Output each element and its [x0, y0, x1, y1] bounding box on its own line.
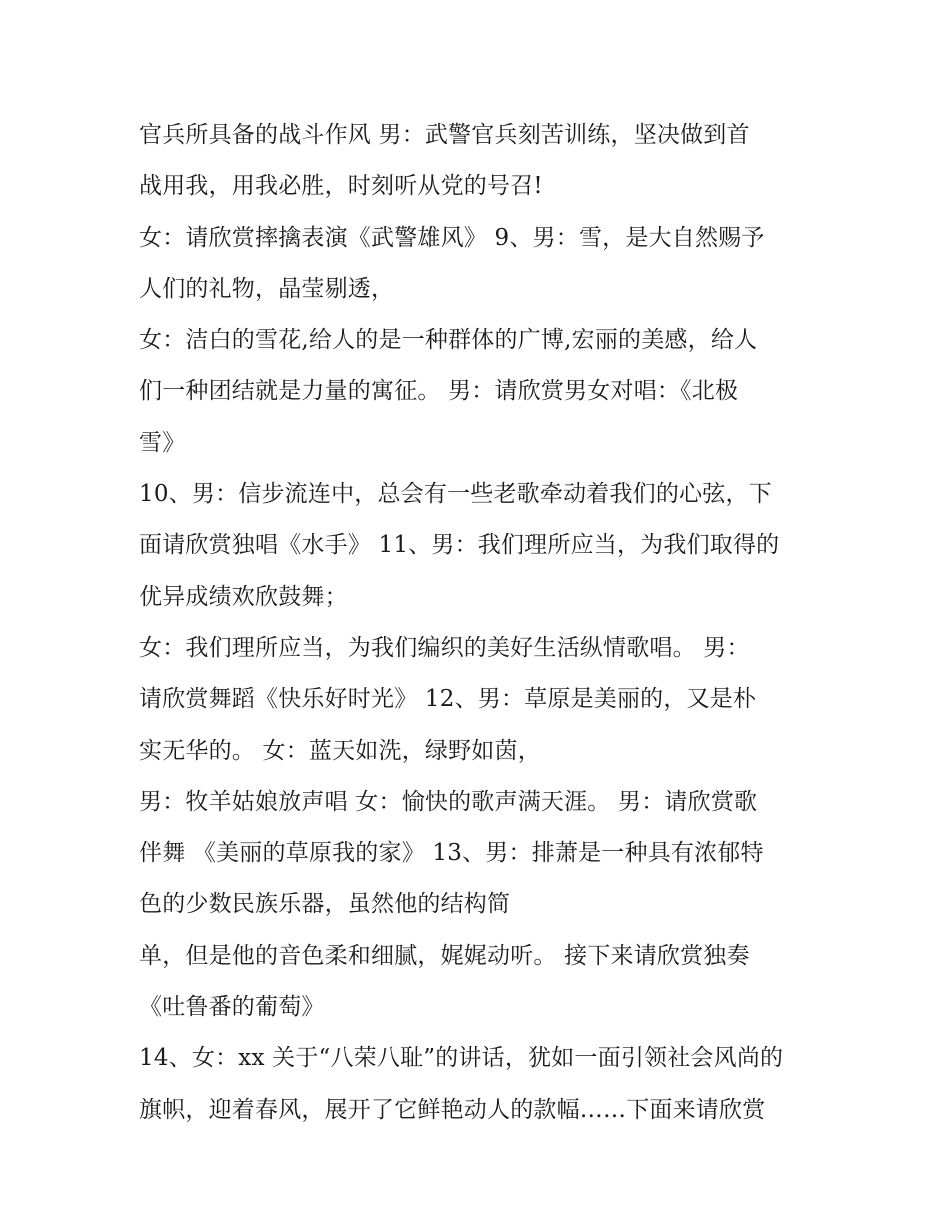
text-line: 女：请欣赏摔擒表演《武警雄风》 9、男：雪，是大自然赐予: [139, 224, 765, 251]
text-line: 色的少数民族乐器，虽然他的结构简: [139, 891, 511, 918]
text-line: 单，但是他的音色柔和细腻，娓娓动听。 接下来请欣赏独奏: [139, 942, 750, 969]
text-line: 女：我们理所应当，为我们编织的美好生活纵情歌唱。 男：: [139, 634, 750, 661]
text-line: 《吐鲁番的葡萄》: [139, 994, 325, 1021]
text-line: 男：牧羊姑娘放声唱 女：愉快的歌声满天涯。 男：请欣赏歌: [139, 788, 758, 815]
text-line: 们一种团结就是力量的寓征。 男：请欣赏男女对唱：《北极: [139, 378, 739, 405]
text-line: 面请欣赏独唱《水手》 11、男：我们理所应当，为我们取得的: [139, 532, 780, 559]
text-line: 10、男：信步流连中，总会有一些老歌牵动着我们的心弦，下: [139, 481, 772, 508]
text-line: 旗帜，迎着春风，展开了它鲜艳动人的款幅……下面来请欣赏: [139, 1096, 766, 1123]
text-line: 请欣赏舞蹈《快乐好时光》 12、男：草原是美丽的，又是朴: [139, 686, 757, 713]
text-line: 官兵所具备的战斗作风 男：武警官兵刻苦训练，坚决做到首: [139, 122, 750, 148]
document-body: [139, 110, 839, 1136]
text-line: 优异成绩欢欣鼓舞；: [139, 583, 348, 610]
text-line: 14、女：xx 关于“八荣八耻”的讲话，犹如一面引领社会风尚的: [139, 1045, 784, 1072]
text-line: 伴舞 《美丽的草原我的家》 13、男：排萧是一种具有浓郁特: [139, 840, 764, 867]
text-line: 战用我，用我必胜，时刻听从党的号召!: [139, 173, 543, 200]
text-line: 实无华的。 女：蓝天如洗，绿野如茵，: [139, 737, 541, 764]
text-line: 女：洁白的雪花,给人的是一种群体的广博,宏丽的美感，给人: [139, 327, 758, 354]
text-line: 雪》: [139, 429, 186, 456]
text-line: 人们的礼物，晶莹剔透，: [139, 275, 395, 302]
